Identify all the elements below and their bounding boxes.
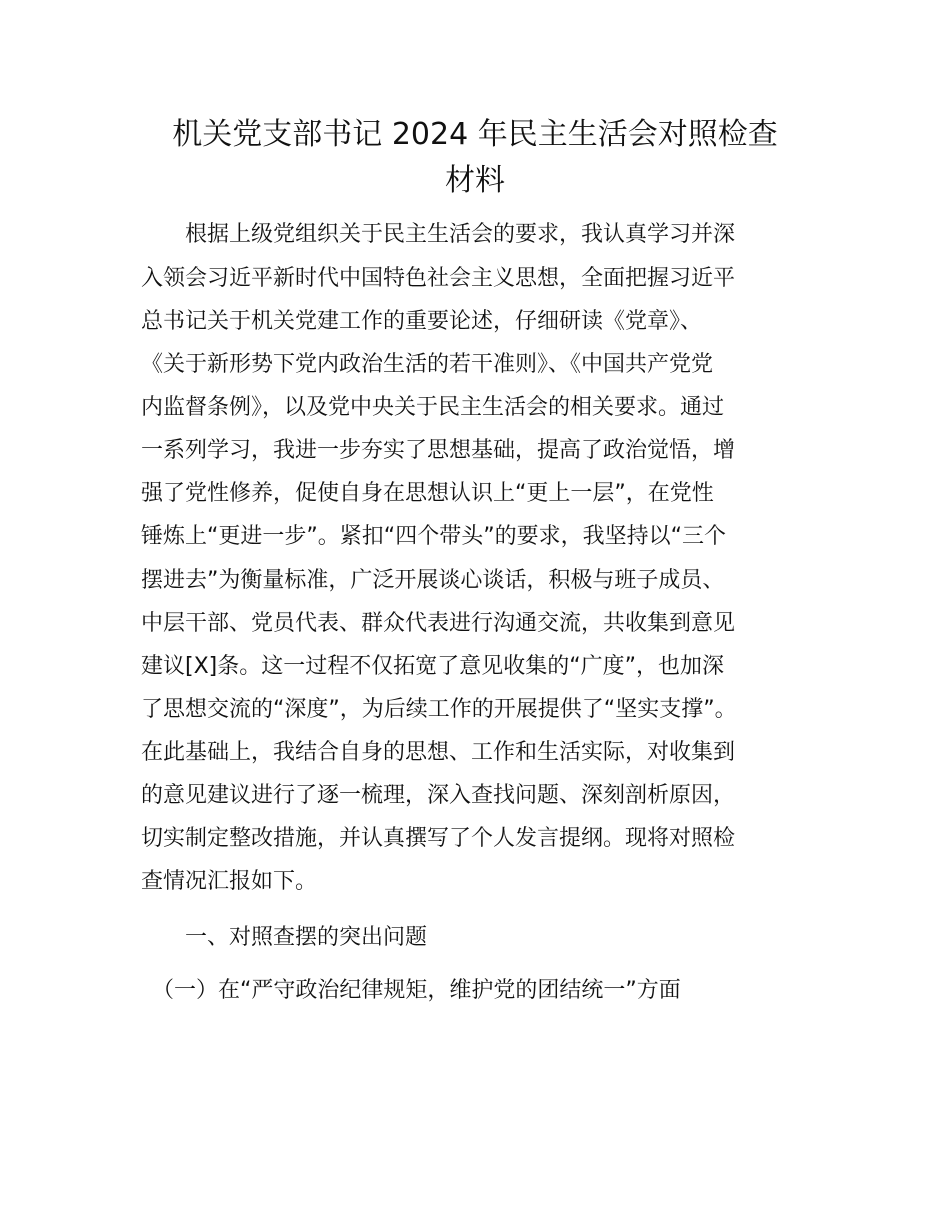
body-line-14: 的意见建议进行了逐一梳理，深入查找问题、深刻剖析原因， [141,783,736,808]
body-line-5: 内监督条例》，以及党中央关于民主生活会的相关要求。通过 [141,395,725,420]
body-line-9: 摆进去”为衡量标准，广泛开展谈心谈话，积极与班子成员、 [141,568,725,593]
body-line-12: 了思想交流的“深度”，为后续工作的开展提供了“坚实支撑”。 [141,697,737,722]
body-line-6: 一系列学习，我进一步夯实了思想基础，提高了政治觉悟，增 [141,438,736,463]
subsection-heading: （一）在“严守政治纪律规矩，维护党的团结统一”方面 [141,978,681,1003]
section-heading: 一、对照查摆的突出问题 [141,925,428,950]
document-title-line-2: 材料 [445,163,505,198]
body-line-13: 在此基础上，我结合自身的思想、工作和生活实际，对收集到 [141,740,736,765]
body-line-4: 《关于新形势下党内政治生活的若干准则》、《中国共产党党 [141,352,714,377]
body-line-16: 查情况汇报如下。 [141,869,318,894]
body-line-15: 切实制定整改措施，并认真撰写了个人发言提纲。现将对照检 [141,826,736,851]
body-line-8: 锤炼上“更进一步”。紧扣“四个带头”的要求，我坚持以“三个 [141,524,726,549]
body-line-10: 中层干部、党员代表、群众代表进行沟通交流，共收集到意见 [141,611,736,636]
body-line-11: 建议[X]条。这一过程不仅拓宽了意见收集的“广度”，也加深 [141,654,725,679]
body-line-1: 根据上级党组织关于民主生活会的要求，我认真学习并深 [141,222,736,247]
body-line-2: 入领会习近平新时代中国特色社会主义思想，全面把握习近平 [141,266,736,291]
body-line-7: 强了党性修养，促使自身在思想认识上“更上一层”，在党性 [141,481,714,506]
document-title-line-1: 机关党支部书记 2024 年民主生活会对照检查 [172,117,778,152]
body-line-3: 总书记关于机关党建工作的重要论述，仔细研读《党章》、 [141,309,703,334]
